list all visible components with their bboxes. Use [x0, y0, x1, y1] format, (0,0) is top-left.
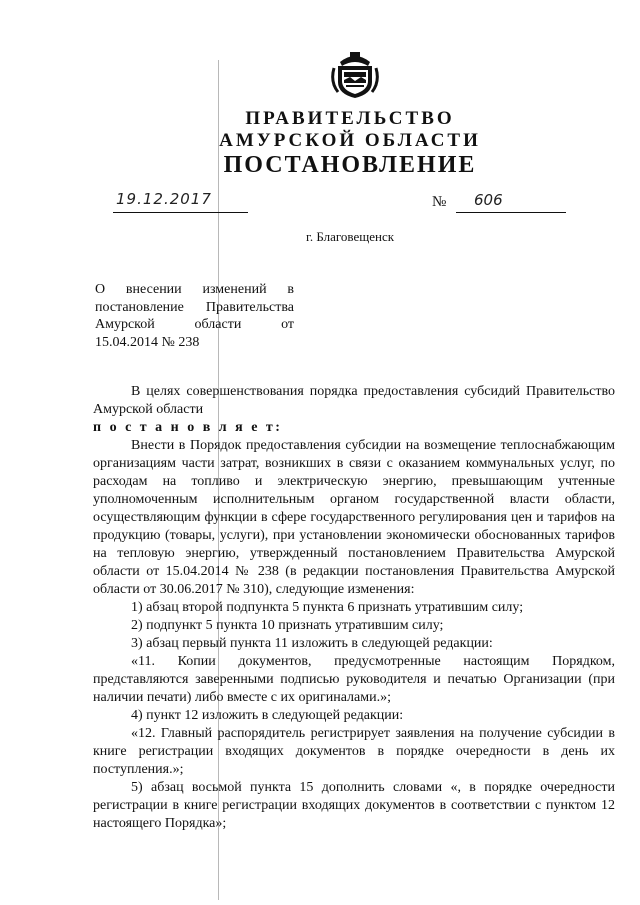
document-subject: [95, 281, 294, 351]
document-date: 19.12.2017: [116, 190, 212, 208]
region-title: АМУРСКОЙ ОБЛАСТИ: [219, 130, 481, 151]
document-type-title: ПОСТАНОВЛЕНИЕ: [223, 152, 477, 178]
number-sign: №: [432, 194, 447, 210]
resolves-word: п о с т а н о в л я е т:: [93, 420, 283, 435]
list-item: 2) подпункт 5 пункта 10 признать утратившим силу;: [131, 618, 444, 633]
subject-line: 15.04.2014 № 238: [95, 334, 200, 350]
list-item: «11. Копии документов, предусмотренные настоящим Порядком, представляются заверенными подписью руководителя и печатью Организации (при наличии печати) либо вместе с их оригиналами.»;: [93, 654, 615, 705]
document-number: 606: [474, 191, 503, 209]
list-item: 4) пункт 12 изложить в следующей редакции:: [131, 708, 404, 723]
subject-line: О внесении изменений в: [95, 282, 294, 297]
subject-line: постановление Правительства: [95, 299, 294, 315]
list-item: 3) абзац первый пункта 11 изложить в следующей редакции:: [131, 636, 493, 651]
main-paragraph: Внести в Порядок предоставления субсидии на возмещение теплоснабжающим организациям части затрат, возникших в связи с оказанием коммунальных услуг, по расходам на топливо и электрическую энергию, превышающим учтенные уполномоченным исполнительным органом государственной власти области, осуществляющим функции в сфере государственного регулирования цен и тарифов на продукцию (товары, услуги), при установлении экономически обоснованных тарифов на тепловую энергию, утвержденный постановлением Правительства Амурской области от 15.04.2014 № 238 (в редакции постановления Правительства Амурской области от 30.06.2017 № 310), следующие изменения:: [93, 438, 615, 597]
city-name: г. Благовещенск: [305, 229, 395, 244]
coat-of-arms-icon: [330, 48, 380, 100]
government-title: ПРАВИТЕЛЬСТВО: [245, 108, 455, 129]
subject-line: Амурской области от: [95, 317, 294, 332]
list-item: 1) абзац второй подпункта 5 пункта 6 признать утратившим силу;: [131, 600, 524, 615]
list-item: 5) абзац восьмой пункта 15 дополнить словами «, в порядке очередности регистрации в книге регистрации входящих документов в соответствии с пунктом 12 настоящего Порядка»;: [93, 780, 615, 831]
list-item: «12. Главный распорядитель регистрирует заявления на получение субсидии в книге регистрации входящих документов в порядке очередности в день их поступления.»;: [93, 726, 615, 777]
document-body: [93, 383, 615, 833]
intro-paragraph: В целях совершенствования порядка предоставления субсидий Правительство Амурской области: [93, 384, 615, 417]
number-underline: [456, 192, 566, 213]
